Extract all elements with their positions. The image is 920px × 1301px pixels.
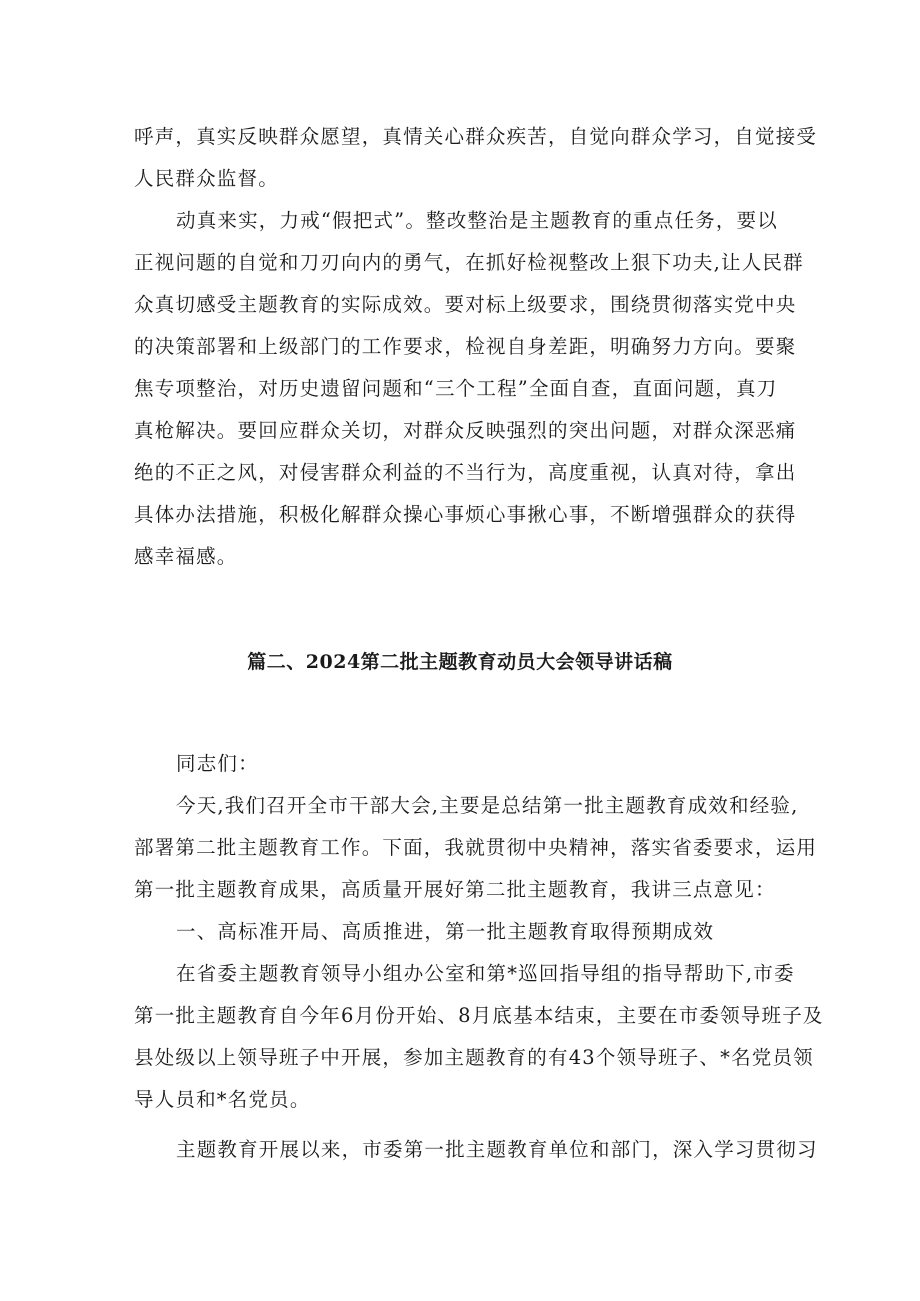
text-line: 第一批主题教育成果，高质量开展好第二批主题教育，我讲三点意见： (134, 878, 776, 901)
subheading: 一、高标准开局、高质推进，第一批主题教育取得预期成效 (176, 920, 715, 943)
text-line: 部署第二批主题教育工作。下面，我就贯彻中央精神，落实省委要求，运用 (134, 836, 818, 859)
text-line: 动真来实，力戒“假把式”。整改整治是主题教育的重点任务，要以 (176, 209, 778, 232)
text-line: 导人员和*名党员。 (134, 1088, 311, 1111)
text-line: 具体办法措施，积极化解群众操心事烦心事揪心事，不断增强群众的获得 (134, 503, 797, 526)
section-title: 篇二、2024第二批主题教育动员大会领导讲话稿 (247, 651, 673, 673)
text-line: 呼声，真实反映群众愿望，真情关心群众疾苦，自觉向群众学习，自觉接受 (134, 125, 818, 148)
text-line: 主题教育开展以来，市委第一批主题教育单位和部门，深入学习贯彻习 (176, 1138, 818, 1161)
text-line: 在省委主题教育领导小组办公室和第*巡回指导组的指导帮助下,市委 (176, 962, 795, 985)
text-line: 的决策部署和上级部门的工作要求，检视自身差距，明确努力方向。要聚 (134, 335, 797, 358)
text-line: 真枪解决。要回应群众关切，对群众反映强烈的突出问题，对群众深恶痛 (134, 419, 797, 442)
text-line: 县处级以上领导班子中开展，参加主题教育的有43个领导班子、*名党员领 (134, 1046, 814, 1069)
text-line: 第一批主题教育自今年6月份开始、8月底基本结束，主要在市委领导班子及 (134, 1004, 824, 1027)
text-line: 绝的不正之风，对侵害群众利益的不当行为，高度重视，认真对待，拿出 (134, 461, 797, 484)
text-line: 众真切感受主题教育的实际成效。要对标上级要求，围绕贯彻落实党中央 (134, 293, 797, 316)
text-line: 人民群众监督。 (134, 167, 279, 190)
text-line: 今天,我们召开全市干部大会,主要是总结第一批主题教育成效和经验, (176, 794, 799, 817)
text-line: 正视问题的自觉和刀刃向内的勇气，在抓好检视整改上狠下功夫,让人民群 (134, 251, 804, 274)
text-line: 感幸福感。 (134, 545, 238, 568)
text-line: 焦专项整治，对历史遗留问题和“三个工程”全面自查，直面问题，真刀 (134, 377, 778, 400)
salutation: 同志们： (176, 752, 259, 775)
